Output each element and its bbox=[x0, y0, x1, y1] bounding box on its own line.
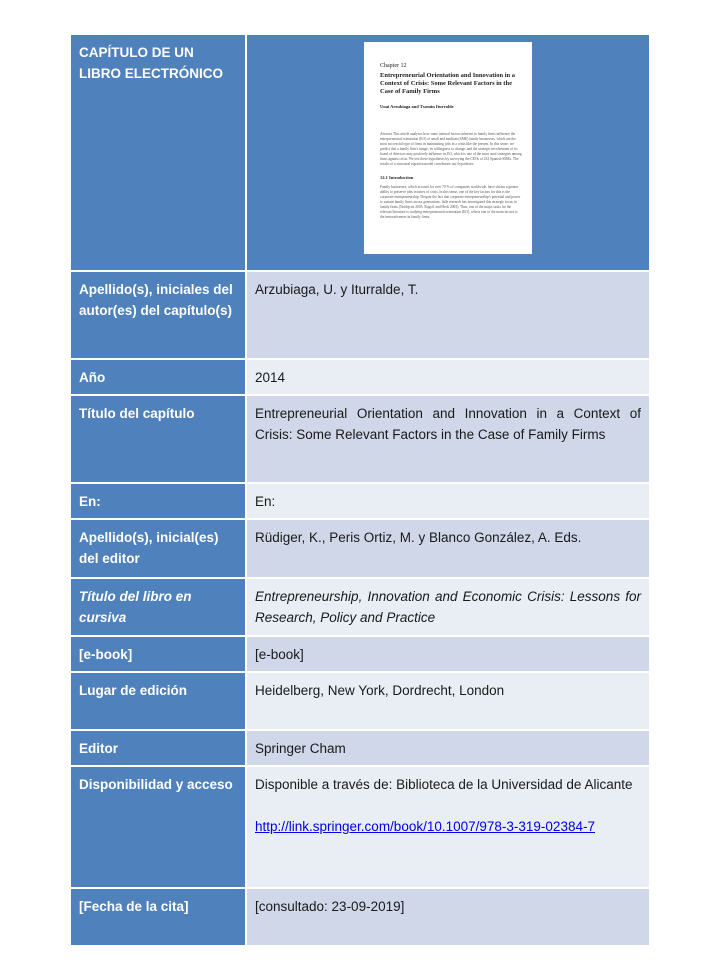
reference-table bbox=[69, 33, 651, 947]
row-availability bbox=[70, 766, 650, 888]
label-publisher: Editor bbox=[70, 730, 246, 766]
value-citation-date: [consultado: 23-09-2019] bbox=[246, 888, 650, 946]
thumb-chapter-title: Entrepreneurial Orientation and Innovation in a Context of Crisis: Some Relevant Factors in the Case of Family Firms bbox=[380, 72, 516, 95]
value-editor-names: Rüdiger, K., Peris Ortiz, M. y Blanco González, A. Eds. bbox=[246, 519, 650, 578]
value-author: Arzubiaga, U. y Iturralde, T. bbox=[246, 271, 650, 359]
thumb-abstract: Abstract This article analyses how some internal factors inherent to family firms influence the entrepreneurial orientation (EO) of small and medium (SME) family businesses, which are the most successful type of firms in maintaining jobs in a crisis like the present. In this sense, we predict that a family firm's image, its willingness to change, and the strategic involvement of its board of directors may positively influence its EO, which is one of the most used strategies among firms against crisis. We test these hypotheses by surveying the CEOs of 232 Spanish SMEs. The results of a structural equation model corroborate our hypotheses. bbox=[380, 132, 522, 166]
row-chapter-title bbox=[70, 395, 650, 483]
label-citation-date: [Fecha de la cita] bbox=[70, 888, 246, 946]
label-author: Apellido(s), iniciales del autor(es) del capítulo(s) bbox=[70, 271, 246, 359]
row-citation-date bbox=[70, 888, 650, 946]
value-publisher: Springer Cham bbox=[246, 730, 650, 766]
label-editor-names: Apellido(s), inicial(es) del editor bbox=[70, 519, 246, 578]
thumb-chapter-number: Chapter 12 bbox=[380, 63, 407, 69]
springer-link[interactable]: http://link.springer.com/book/10.1007/978-3-319-02384-7 bbox=[255, 819, 595, 834]
row-book-title bbox=[70, 578, 650, 636]
label-chapter-title: Título del capítulo bbox=[70, 395, 246, 483]
row-author bbox=[70, 271, 650, 359]
cover-cell bbox=[246, 34, 650, 271]
thumb-intro-text: Family businesses, which account for over 70 % of companies worldwide, have shown a greater ability to preserve jobs in times of crisis. In this sense, one of the key factors for this is the corporate entrepreneurship. Despite the fact that corporate entrepreneurship's potential and power to sustain family firms across generations, little research has investigated this strategic focus in family firms (Nordqvist 2005; Rogoff and Heck 2003). Thus, one of the major tasks for the relevant literature is studying entrepreneurial orientation (EO), whose one of the main factors is the innovativeness in family firms. bbox=[380, 185, 521, 219]
row-editor-names bbox=[70, 519, 650, 578]
cover-label: CAPÍTULO DE UN LIBRO ELECTRÓNICO bbox=[70, 34, 246, 271]
row-in bbox=[70, 483, 650, 519]
label-place: Lugar de edición bbox=[70, 672, 246, 730]
value-place: Heidelberg, New York, Dordrecht, London bbox=[246, 672, 650, 730]
label-in: En: bbox=[70, 483, 246, 519]
label-book-title: Título del libro en cursiva bbox=[70, 578, 246, 636]
availability-text: Disponible a través de: Biblioteca de la Universidad de Alicante bbox=[255, 777, 633, 792]
label-availability: Disponibilidad y acceso bbox=[70, 766, 246, 888]
chapter-cover-thumbnail bbox=[364, 42, 532, 254]
thumb-authors: Unai Arzubiaga and Txomin Iturralde bbox=[380, 104, 454, 109]
label-ebook: [e-book] bbox=[70, 636, 246, 672]
row-ebook bbox=[70, 636, 650, 672]
thumb-section-heading: 12.1 Introduction bbox=[380, 175, 414, 180]
value-availability bbox=[246, 766, 650, 888]
value-ebook: [e-book] bbox=[246, 636, 650, 672]
cover-row bbox=[70, 34, 650, 271]
value-year: 2014 bbox=[246, 359, 650, 395]
label-year: Año bbox=[70, 359, 246, 395]
row-year bbox=[70, 359, 650, 395]
value-in: En: bbox=[246, 483, 650, 519]
row-publisher bbox=[70, 730, 650, 766]
row-place bbox=[70, 672, 650, 730]
value-chapter-title: Entrepreneurial Orientation and Innovation in a Context of Crisis: Some Relevant Factors in the Case of Family Firms bbox=[246, 395, 650, 483]
value-book-title: Entrepreneurship, Innovation and Economic Crisis: Lessons for Research, Policy and Practice bbox=[246, 578, 650, 636]
